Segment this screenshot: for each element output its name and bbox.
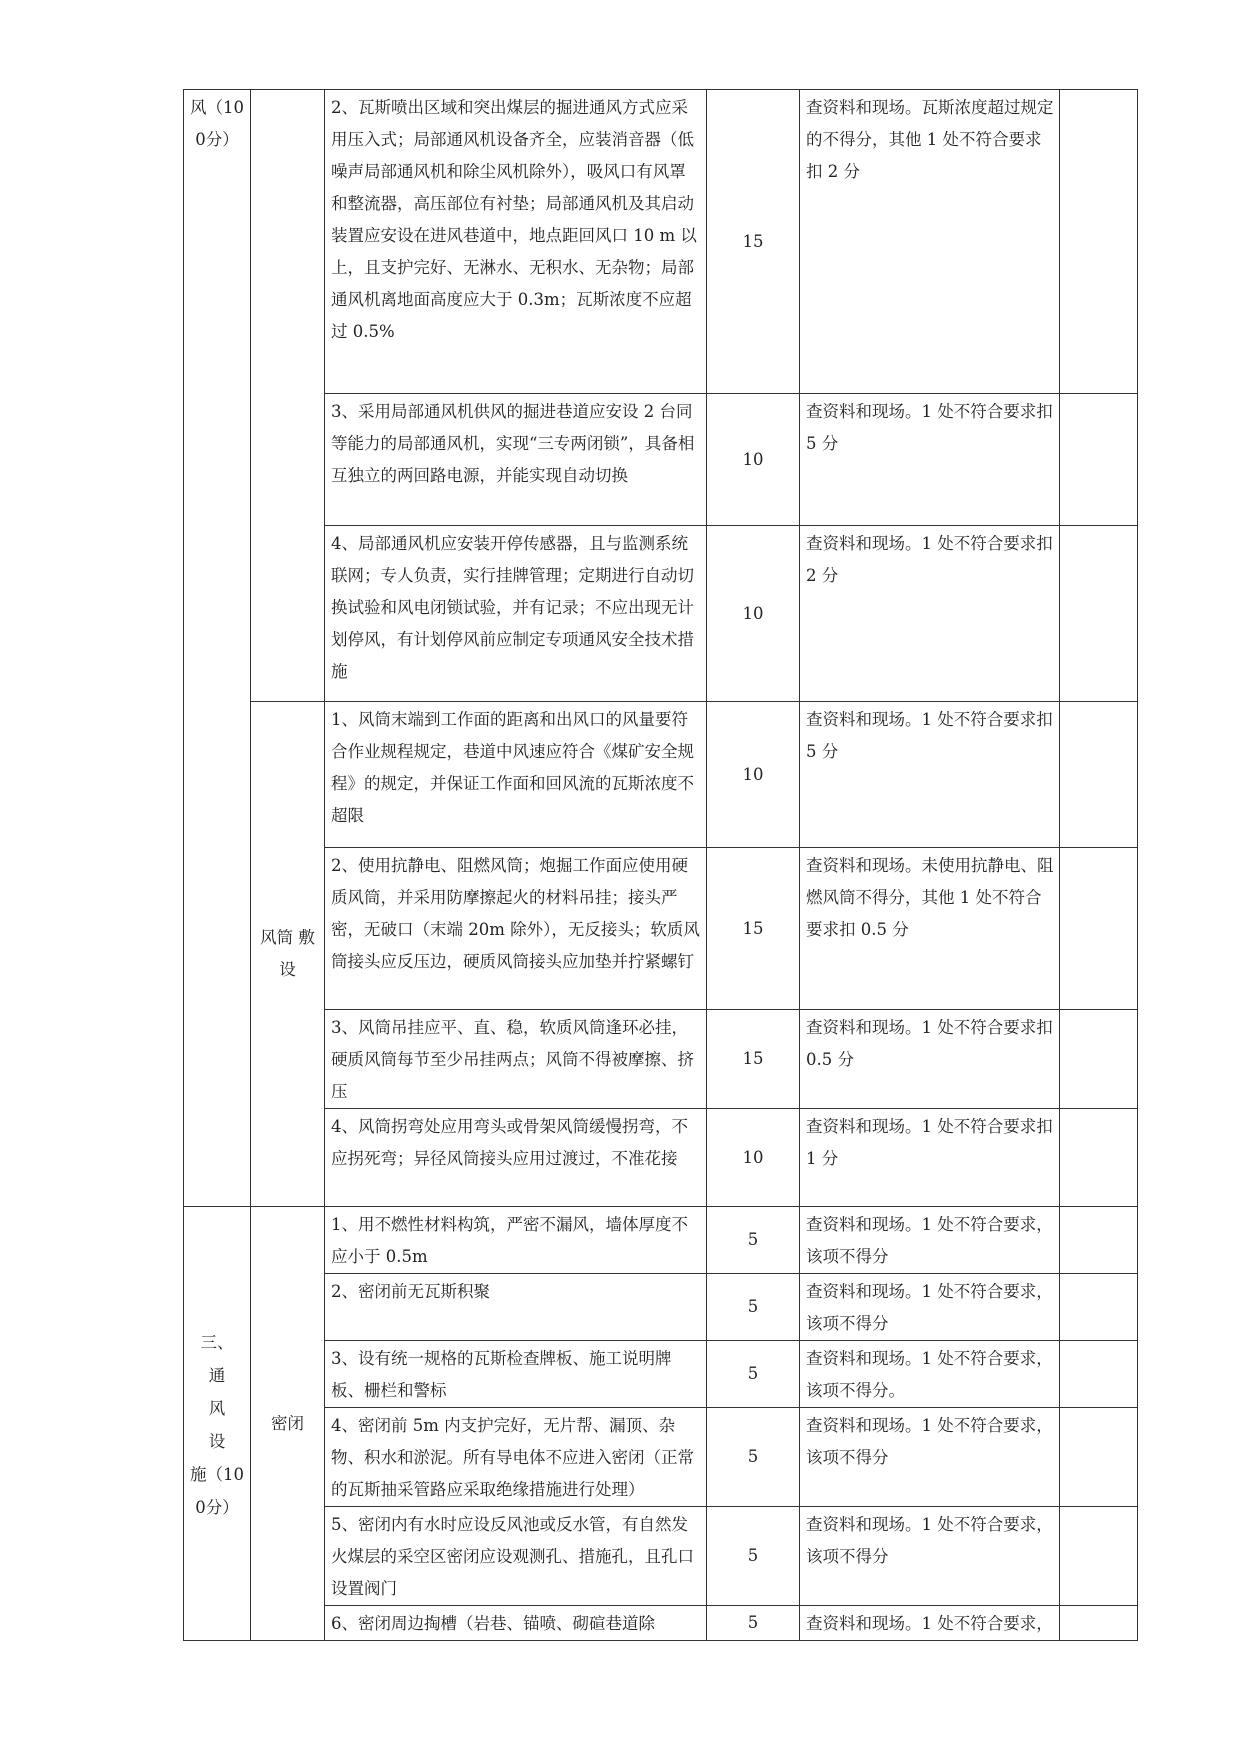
score-cell: 5 [707, 1341, 800, 1408]
method-cell: 查资料和现场。未使用抗静电、阻燃风筒不得分，其他 1 处不符合要求扣 0.5 分 [800, 848, 1060, 1010]
score-cell: 15 [707, 848, 800, 1010]
table-row [184, 90, 1138, 394]
blank-cell [1060, 526, 1138, 702]
category-line: 三、 [200, 1333, 234, 1352]
content-cell: 1、用不燃性材料构筑，严密不漏风，墙体厚度不应小于 0.5m [325, 1207, 707, 1274]
method-cell: 查资料和现场。1 处不符合要求扣 0.5 分 [800, 1010, 1060, 1109]
subcategory-cell-seal [251, 1207, 325, 1641]
method-cell: 查资料和现场。1 处不符合要求扣 5 分 [800, 702, 1060, 848]
method-cell: 查资料和现场。1 处不符合要求，该项不得分。 [800, 1341, 1060, 1408]
score-cell: 5 [707, 1507, 800, 1606]
table-row [184, 1207, 1138, 1274]
blank-cell [1060, 1606, 1138, 1641]
table-row [184, 394, 1138, 526]
blank-cell [1060, 702, 1138, 848]
method-cell: 查资料和现场。1 处不符合要求扣 5 分 [800, 394, 1060, 526]
table-row [184, 702, 1138, 848]
subcategory-cell-empty [251, 90, 325, 702]
method-cell: 查资料和现场。1 处不符合要求扣 1 分 [800, 1109, 1060, 1207]
category-vertical-label [186, 1326, 248, 1524]
score-cell: 5 [707, 1274, 800, 1341]
blank-cell [1060, 1408, 1138, 1507]
method-cell: 查资料和现场。1 处不符合要求，该项不得分 [800, 1207, 1060, 1274]
content-cell: 4、局部通风机应安装开停传感器，且与监测系统联网；专人负责，实行挂牌管理；定期进行自动切换试验和风电闭锁试验，并有记录；不应出现无计划停风，有计划停风前应制定专项通风安全技术措施 [325, 526, 707, 702]
score-cell: 5 [707, 1207, 800, 1274]
content-cell: 3、风筒吊挂应平、直、稳，软质风筒逢环必挂，硬质风筒每节至少吊挂两点；风筒不得被摩擦、挤压 [325, 1010, 707, 1109]
category-cell-bottom [184, 1207, 251, 1641]
content-cell: 4、密闭前 5m 内支护完好，无片帮、漏顶、杂物、积水和淤泥。所有导电体不应进入密闭（正常的瓦斯抽采管路应采取绝缘措施进行处理） [325, 1408, 707, 1507]
content-cell: 3、设有统一规格的瓦斯检查牌板、施工说明牌板、栅栏和警标 [325, 1341, 707, 1408]
table-row [184, 1341, 1138, 1408]
score-cell: 10 [707, 702, 800, 848]
blank-cell [1060, 1207, 1138, 1274]
scoring-table [183, 89, 1138, 1641]
score-cell: 5 [707, 1606, 800, 1641]
method-cell: 查资料和现场。瓦斯浓度超过规定的不得分，其他 1 处不符合要求扣 2 分 [800, 90, 1060, 394]
category-cell-top [184, 90, 251, 1207]
subcategory-cell-duct [251, 702, 325, 1207]
blank-cell [1060, 1274, 1138, 1341]
content-cell: 1、风筒末端到工作面的距离和出风口的风量要符合作业规程规定，巷道中风速应符合《煤矿安全规程》的规定，并保证工作面和回风流的瓦斯浓度不超限 [325, 702, 707, 848]
blank-cell [1060, 1010, 1138, 1109]
method-cell: 查资料和现场。1 处不符合要求， [800, 1606, 1060, 1641]
method-cell: 查资料和现场。1 处不符合要求，该项不得分 [800, 1274, 1060, 1341]
score-cell: 5 [707, 1408, 800, 1507]
blank-cell [1060, 1507, 1138, 1606]
table-row [184, 1507, 1138, 1606]
content-cell: 4、风筒拐弯处应用弯头或骨架风筒缓慢拐弯，不应拐死弯；异径风筒接头应用过渡过，不准花接 [325, 1109, 707, 1207]
category-line: 施（100分） [190, 1465, 244, 1517]
table-row [184, 526, 1138, 702]
subcategory-label: 风筒 敷设 [260, 928, 315, 979]
score-cell: 10 [707, 1109, 800, 1207]
method-cell: 查资料和现场。1 处不符合要求，该项不得分 [800, 1408, 1060, 1507]
blank-cell [1060, 848, 1138, 1010]
content-cell: 6、密闭周边掏槽（岩巷、锚喷、砌碹巷道除 [325, 1606, 707, 1641]
method-cell: 查资料和现场。1 处不符合要求，该项不得分 [800, 1507, 1060, 1606]
category-line: 设 [208, 1432, 226, 1451]
blank-cell [1060, 90, 1138, 394]
content-cell: 2、使用抗静电、阻燃风筒；炮掘工作面应使用硬质风筒，并采用防摩擦起火的材料吊挂；接头严密，无破口（末端 20m 除外），无反接头；软质风筒接头应反压边，硬质风筒接头应加垫并拧紧螺钉 [325, 848, 707, 1010]
table-row [184, 848, 1138, 1010]
score-cell: 10 [707, 394, 800, 526]
table-row [184, 1010, 1138, 1109]
table-row [184, 1408, 1138, 1507]
blank-cell [1060, 1109, 1138, 1207]
content-cell: 2、瓦斯喷出区域和突出煤层的掘进通风方式应采用压入式；局部通风机设备齐全，应装消音器（低噪声局部通风机和除尘风机除外），吸风口有风罩和整流器，高压部位有衬垫；局部通风机及其启动装置应安设在进风巷道中，地点距回风口 10 m 以上，且支护完好、无淋水、无积水、无杂物；局部通风机离地面高度应大于 0.3m；瓦斯浓度不应超过 0.5% [325, 90, 707, 394]
content-cell: 2、密闭前无瓦斯积聚 [325, 1274, 707, 1341]
table-row [184, 1606, 1138, 1641]
blank-cell [1060, 394, 1138, 526]
score-cell: 10 [707, 526, 800, 702]
table-row [184, 1274, 1138, 1341]
content-cell: 5、密闭内有水时应设反风池或反水管，有自然发火煤层的采空区密闭应设观测孔、措施孔，且孔口设置阀门 [325, 1507, 707, 1606]
score-cell: 15 [707, 1010, 800, 1109]
category-line: 风 [208, 1399, 226, 1418]
content-cell: 3、采用局部通风机供风的掘进巷道应安设 2 台同等能力的局部通风机，实现“三专两闭锁”，具备相互独立的两回路电源，并能实现自动切换 [325, 394, 707, 526]
method-cell: 查资料和现场。1 处不符合要求扣 2 分 [800, 526, 1060, 702]
blank-cell [1060, 1341, 1138, 1408]
table-row [184, 1109, 1138, 1207]
subcategory-label: 密闭 [271, 1413, 304, 1433]
category-label: 风（100分） [190, 98, 244, 149]
score-cell: 15 [707, 90, 800, 394]
category-line: 通 [208, 1366, 226, 1385]
